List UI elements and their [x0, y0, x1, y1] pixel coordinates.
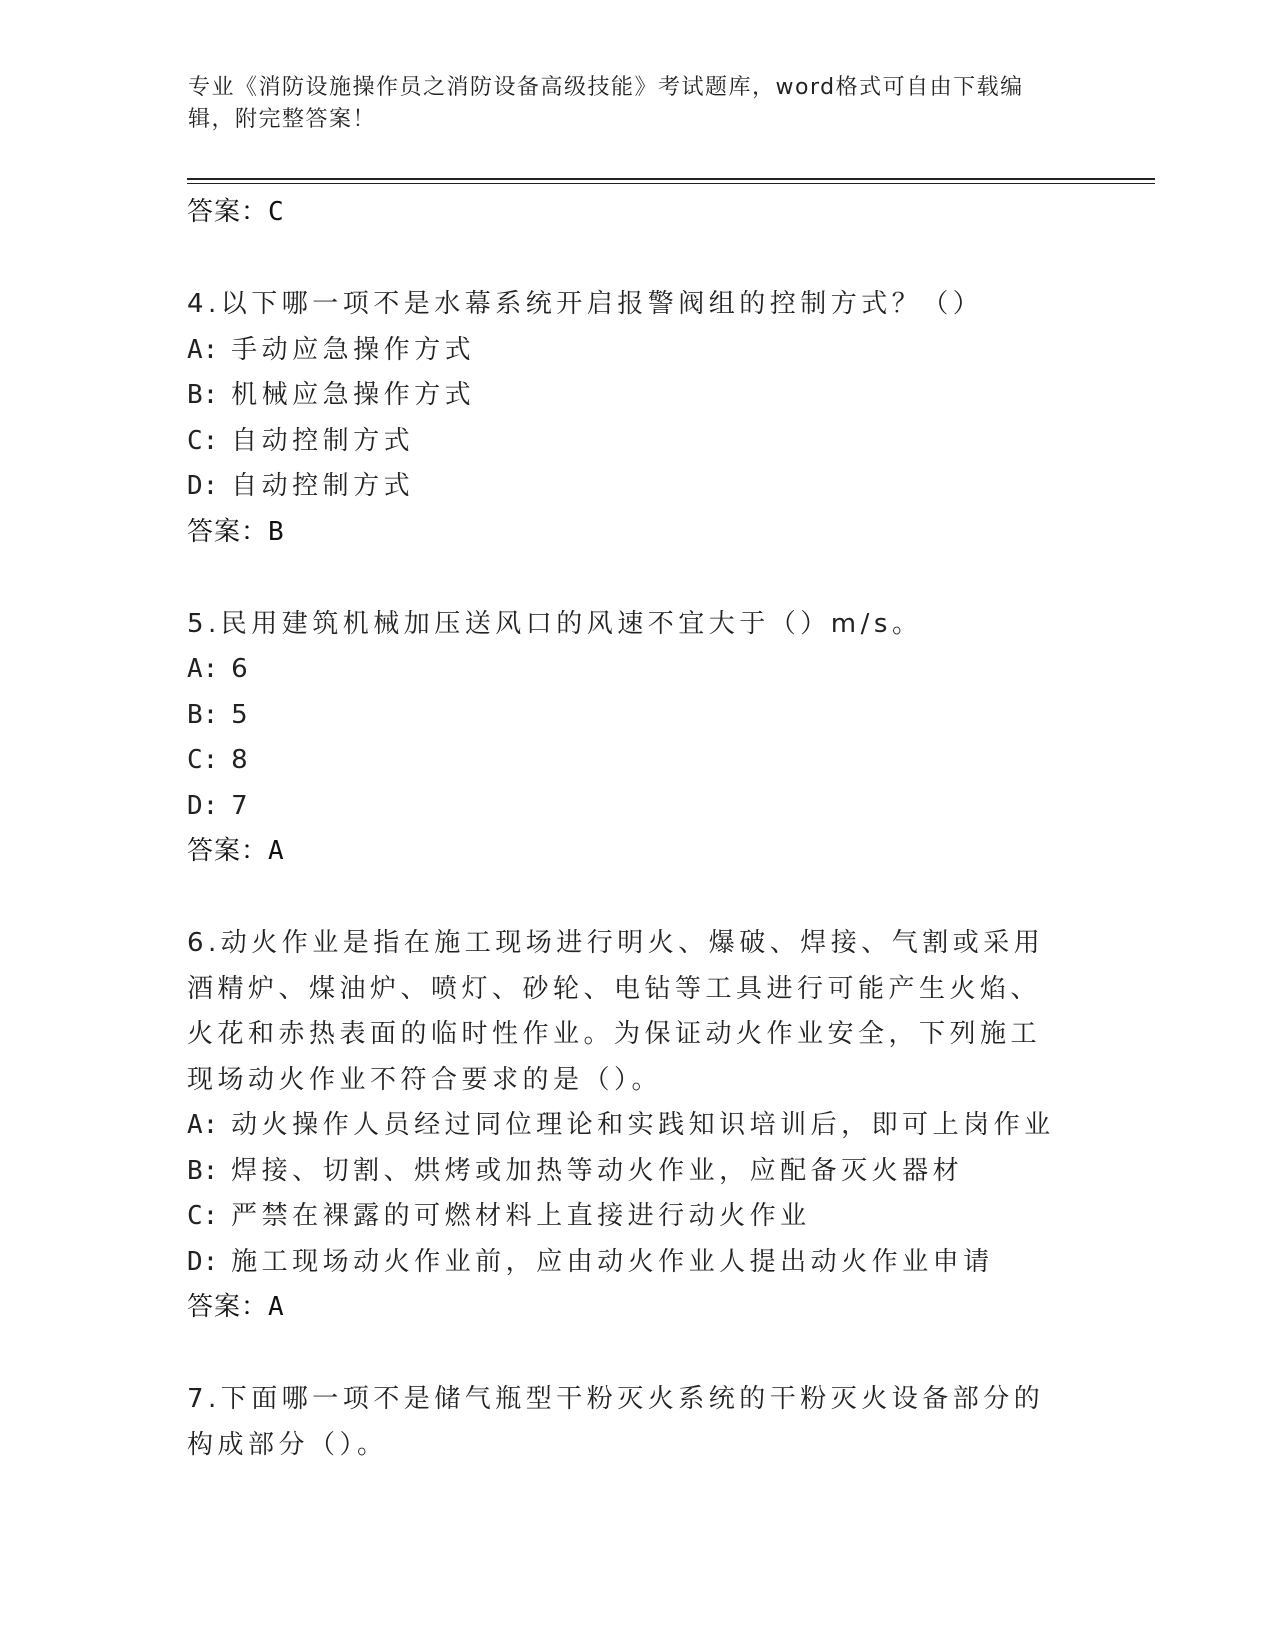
answer-label: 答案：: [187, 516, 269, 547]
question-4: [187, 282, 1067, 554]
question-5: [187, 602, 1067, 874]
option-letter: B:: [187, 380, 219, 410]
option-text: 手动应急操作方式: [231, 334, 476, 365]
answer-line: [187, 510, 1067, 554]
option-text: 焊接、切割、烘烤或加热等动火作业，应配备灭火器材: [231, 1155, 964, 1186]
answer-label: 答案：: [187, 836, 269, 866]
answer-line: [187, 1285, 1067, 1329]
answer-label: 答案：: [187, 1292, 269, 1322]
option-a: [187, 328, 1067, 374]
option-letter: C:: [187, 425, 219, 456]
option-letter: B:: [187, 1155, 219, 1186]
option-letter: A:: [187, 654, 219, 684]
answer-value: C: [268, 197, 285, 227]
question-text: 7.下面哪一项不是储气瓶型干粉灭火系统的干粉灭火设备部分的构成部分（）。: [187, 1384, 1045, 1460]
option-c: [187, 419, 1067, 465]
answer-value: B: [268, 516, 285, 547]
option-b: [187, 693, 1067, 739]
option-c: [187, 738, 1067, 784]
option-text: 5: [231, 699, 253, 730]
option-text: 严禁在裸露的可燃材料上直接进行动火作业: [231, 1201, 811, 1231]
option-d: [187, 1240, 1067, 1286]
question-text: 4.以下哪一项不是水幕系统开启报警阀组的控制方式？（）: [187, 289, 984, 319]
option-letter: C:: [187, 745, 219, 775]
answer-line: [187, 190, 1067, 234]
option-d: [187, 464, 1067, 510]
option-c: [187, 1194, 1067, 1240]
option-b: [187, 373, 1067, 419]
answer-value: A: [268, 836, 285, 866]
option-letter: A:: [187, 1110, 219, 1140]
question-text: 5.民用建筑机械加压送风口的风速不宜大于（）m/s。: [187, 608, 923, 639]
option-text: 6: [231, 654, 253, 684]
document-header: 专业《消防设施操作员之消防设备高级技能》考试题库，word格式可自由下载编辑，附完整答案！: [188, 75, 1024, 132]
question-list: [187, 190, 1067, 1468]
option-text: 8: [231, 745, 253, 775]
answer-line: [187, 829, 1067, 873]
header-divider-thin: [187, 183, 1155, 184]
option-d: [187, 784, 1067, 830]
option-b: [187, 1149, 1067, 1195]
question-text: 6.动火作业是指在施工现场进行明火、爆破、焊接、气割或采用酒精炉、煤油炉、喷灯、砂轮、电钻等工具进行可能产生火焰、火花和赤热表面的临时性作业。为保证动火作业安全，下列施工现场动火作业不符合要求的是（）。: [187, 928, 1045, 1095]
option-letter: B:: [187, 699, 219, 730]
option-text: 自动控制方式: [231, 425, 415, 456]
option-letter: A:: [187, 334, 219, 365]
option-a: [187, 1103, 1067, 1149]
option-letter: D:: [187, 1246, 219, 1277]
answer-label: 答案：: [187, 197, 269, 227]
option-text: 施工现场动火作业前，应由动火作业人提出动火作业申请: [231, 1246, 994, 1277]
option-letter: C:: [187, 1201, 219, 1231]
question-6: [187, 921, 1067, 1329]
option-text: 7: [231, 790, 253, 821]
question-7: [187, 1377, 1067, 1468]
option-text: 自动控制方式: [231, 471, 415, 501]
option-letter: D:: [187, 471, 219, 501]
option-text: 机械应急操作方式: [231, 380, 476, 410]
option-text: 动火操作人员经过同位理论和实践知识培训后，即可上岗作业: [231, 1110, 1055, 1140]
header-divider-thick: [187, 178, 1155, 180]
option-letter: D:: [187, 790, 219, 821]
answer-value: A: [268, 1292, 285, 1322]
option-a: [187, 647, 1067, 693]
